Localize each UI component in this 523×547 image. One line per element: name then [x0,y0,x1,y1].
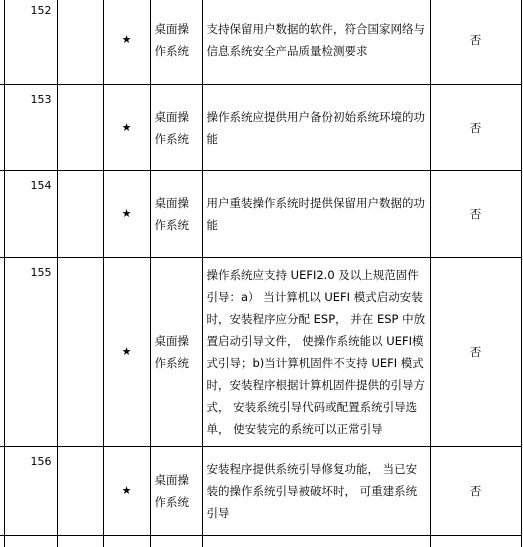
flag-cell: 否 [430,85,521,171]
row-number: 155 [4,258,57,447]
flag-cell: 否 [430,171,521,258]
blank-cell [57,0,103,85]
row-number: 156 [4,447,57,536]
description-cell: 操作系统应提供用户备份初始系统环境的功能 [202,85,430,171]
category-cell: 桌面操作系统 [150,447,202,536]
category-cell-empty [150,536,202,547]
category-cell: 桌面操作系统 [150,171,202,258]
flag-cell: 否 [430,0,521,85]
star-mark: ★ [103,85,150,171]
star-mark: ★ [103,258,150,447]
blank-cell [57,85,103,171]
description-cell-empty [202,536,430,547]
flag-cell-empty [430,536,521,547]
flag-cell: 否 [430,447,521,536]
table-row-partial [0,536,521,547]
table-row [0,258,521,447]
table-row [0,447,521,536]
flag-cell: 否 [430,258,521,447]
star-mark: ★ [103,447,150,536]
category-cell: 桌面操作系统 [150,0,202,85]
description-cell: 安装程序提供系统引导修复功能， 当已安装的操作系统引导被破坏时， 可重建系统引导 [202,447,430,536]
table-row [0,85,521,171]
star-mark: ★ [103,0,150,85]
description-cell: 支持保留用户数据的软件，符合国家网络与信息系统安全产品质量检测要求 [202,0,430,85]
category-cell: 桌面操作系统 [150,85,202,171]
row-number: 154 [4,171,57,258]
blank-cell [57,536,103,547]
row-number: 153 [4,85,57,171]
blank-cell [57,447,103,536]
row-number: 152 [4,0,57,85]
star-mark: ★ [103,171,150,258]
description-cell: 操作系统应支持 UEFI2.0 及以上规范固件引导：a） 当计算机以 UEFI 模式启动安装时，安装程序应分配 ESP， 并在 ESP 中放置启动引导文件， 使操作系统能以 UEFI模式引导；b)当计算机固件不支持 UEFI 模式时，安装程序根据计算机固件提供的引导方式， 安装系统引导代码或配置系统引导选单， 使安装完的系统可以正常引导 [202,258,430,447]
table-row [0,0,521,85]
row-number-empty [4,536,57,547]
blank-cell [57,171,103,258]
blank-cell [57,258,103,447]
description-cell: 用户重装操作系统时提供保留用户数据的功能 [202,171,430,258]
table-row [0,171,521,258]
category-cell: 桌面操作系统 [150,258,202,447]
star-cell-empty [103,536,150,547]
